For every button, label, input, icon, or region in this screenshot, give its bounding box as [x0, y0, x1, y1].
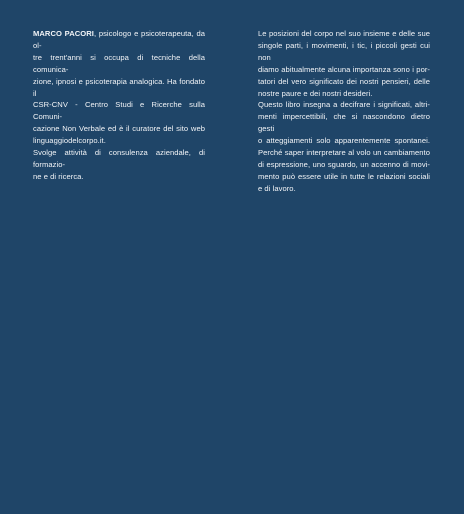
bio-line	[33, 28, 205, 52]
description-line: menti impercettibili, che si nascondono dietro gesti	[258, 112, 430, 134]
description-line: Le posizioni del corpo nel suo insieme e delle sue	[258, 29, 430, 38]
description-line: tatori del vero significato dei nostri pensieri, delle	[258, 76, 430, 86]
bio-line: cazione Non Verbale ed è il curatore del sito web	[33, 124, 205, 134]
bio-line: linguaggiodelcorpo.it.	[33, 136, 106, 146]
description-line: singole parti, i movimenti, i tic, i piccoli gesti cui non	[258, 40, 430, 62]
author-name: MARCO PACORI	[33, 29, 94, 38]
description-line: diamo abitualmente alcuna importanza sono i por-	[258, 64, 430, 74]
bio-line-text: , psicologo e psicoterapeuta, da ol-	[33, 29, 206, 50]
description-line: Perché saper interpretare al volo un cambiamento	[258, 148, 430, 158]
book-description	[258, 28, 430, 195]
bio-line: tre trent'anni si occupa di tecniche della comunica-	[33, 52, 205, 74]
description-line: e di lavoro.	[258, 183, 296, 193]
description-line: mento può essere utile in tutte le relazioni sociali	[258, 171, 430, 181]
description-line: di espressione, uno sguardo, un accenno di movi-	[258, 159, 430, 169]
bio-line: Svolge attività di consulenza aziendale, di formazio-	[33, 148, 205, 169]
description-line: nostre paure e dei nostri desideri.	[258, 88, 373, 98]
bio-line: ne e di ricerca.	[33, 171, 84, 181]
author-bio	[33, 28, 205, 183]
description-line: o atteggiamenti solo apparentemente spontanei.	[258, 136, 430, 146]
bio-line: zione, ipnosi e psicoterapia analogica. Ha fondato il	[33, 76, 205, 98]
description-line: Questo libro insegna a decifrare i significati, altri-	[258, 100, 430, 110]
bio-line: CSR-CNV - Centro Studi e Ricerche sulla Comuni-	[33, 100, 205, 122]
